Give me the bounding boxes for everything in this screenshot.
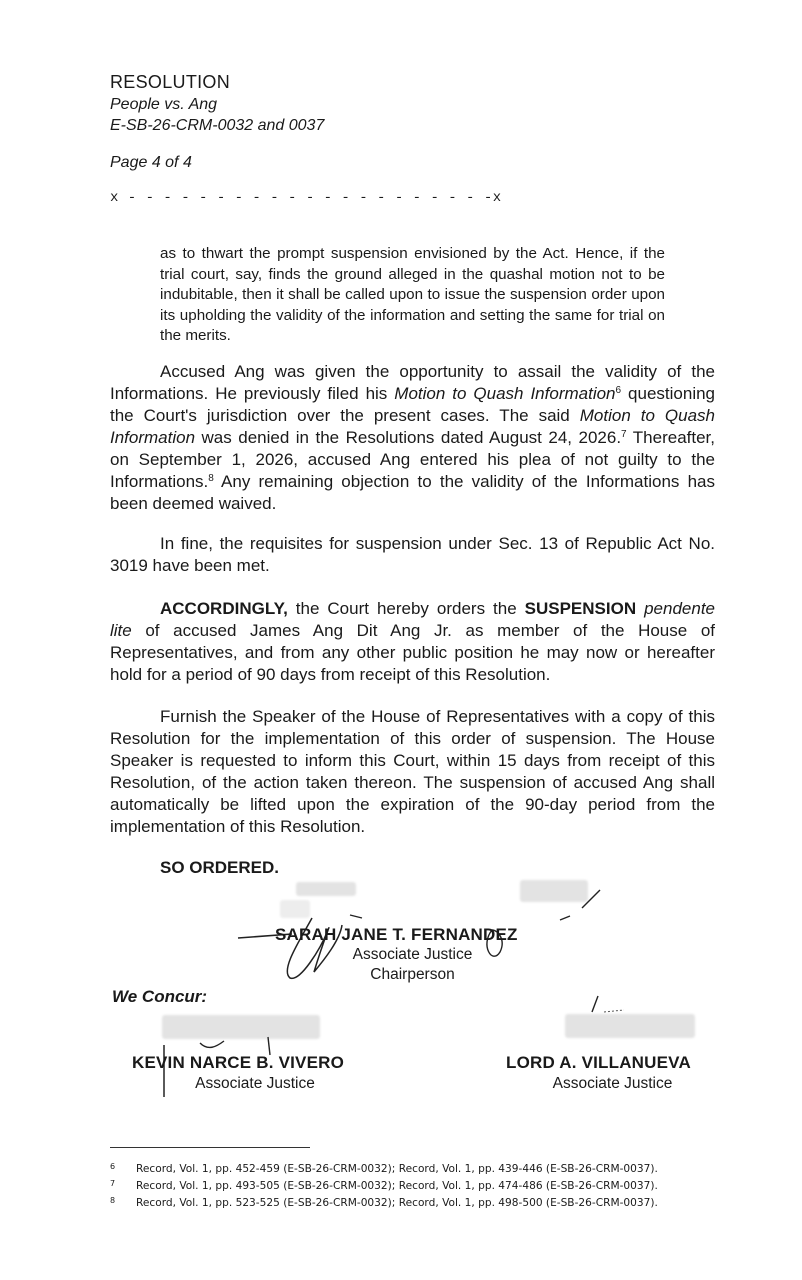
page-number: Page 4 of 4 [110, 154, 192, 171]
so-ordered: SO ORDERED. [160, 858, 280, 877]
chair-name: SARAH JANE T. FERNANDEZ [275, 925, 518, 944]
left-justice-name: KEVIN NARCE B. VIVERO [132, 1053, 345, 1072]
chair-role: Chairperson [370, 966, 455, 983]
p1-text-f: Thereafter, on September 1, 2026, accused Ang entered his plea of not guilty to the Informations. [110, 428, 715, 491]
paragraph-motion-to-quash [110, 361, 715, 515]
paragraph-accordingly [110, 598, 715, 686]
right-justice-title: Associate Justice [552, 1075, 673, 1092]
p1-text-g: Any remaining objection to the validity of the Informations has been deemed waived. [110, 472, 715, 513]
right-justice-name: LORD A. VILLANUEVA [506, 1053, 691, 1072]
left-justice-title: Associate Justice [195, 1075, 315, 1092]
p4-text: Furnish the Speaker of the House of Representatives with a copy of this Resolution for the implementation of this order of suspension. The House Speaker is requested to inform this Court, within 15 days from receipt of this Resolution, of the action taken thereon. The suspension of accused Ang shall automatically be lifted upon the expiration of the 90-day period from the implementation of this Resolution. [110, 707, 715, 836]
document-title: RESOLUTION [110, 72, 231, 92]
p3-accordingly: ACCORDINGLY, [160, 599, 288, 618]
footnote-8: 8 Record, Vol. 1, pp. 523-525 (E-SB-26-CRM-0032); Record, Vol. 1, pp. 498-500 (E-SB-26-CRM-0037). [110, 1196, 658, 1209]
p1-text-c: questioning the Court's jurisdiction over the present cases. The said [110, 384, 716, 425]
block-quote: as to thwart the prompt suspension envisioned by the Act. Hence, if the trial court, say, finds the ground alleged in the quashal motion not to be indubitable, then it shall be called upon to issue the suspension order upon its upholding the validity of the information and setting the same for trial on the merits. [160, 245, 665, 344]
paragraph-furnish [110, 706, 715, 838]
p1-text-a: Accused Ang was given the opportunity to assail the validity of the Informations. He previously filed his [110, 362, 715, 403]
p3-pendente-lite: pendente lite [110, 599, 715, 640]
paragraph-in-fine [110, 533, 715, 577]
footnote-6: 6 Record, Vol. 1, pp. 452-459 (E-SB-26-CRM-0032); Record, Vol. 1, pp. 439-446 (E-SB-26-CRM-0037). [110, 1162, 658, 1175]
footnote-divider [110, 1147, 310, 1148]
p3-text-b: the Court hereby orders the [287, 599, 525, 618]
footnote-ref-6[interactable]: 6 [615, 385, 622, 396]
p2-text: In fine, the requisites for suspension under Sec. 13 of Republic Act No. 3019 have been met. [110, 534, 715, 575]
separator-line: x - - - - - - - - - - - - - - - - - - - - -x [110, 190, 502, 206]
footnote-7: 7 Record, Vol. 1, pp. 493-505 (E-SB-26-CRM-0032); Record, Vol. 1, pp. 474-486 (E-SB-26-CRM-0037). [110, 1179, 658, 1192]
case-name: People vs. Ang [110, 96, 218, 113]
p1-italic-motion: Motion to Quash Information [394, 384, 616, 403]
chair-title: Associate Justice [352, 946, 473, 963]
we-concur-label: We Concur: [112, 987, 208, 1006]
p3-suspension: SUSPENSION [524, 599, 637, 618]
p1-text-e: was denied in the Resolutions dated August 24, 2026. [195, 428, 622, 447]
footnote-ref-8[interactable]: 8 [208, 473, 214, 484]
p3-text-e: of accused James Ang Dit Ang Jr. as member of the House of Representatives, and from any other public position he may now or hereafter hold for a period of 90 days from receipt of this Resolution. [110, 621, 715, 684]
p1-italic-motion-2: Motion to Quash Information [110, 406, 715, 447]
case-numbers: E-SB-26-CRM-0032 and 0037 [110, 117, 325, 134]
signature-scribble [580, 990, 640, 1020]
footnote-ref-7[interactable]: 7 [621, 429, 627, 440]
